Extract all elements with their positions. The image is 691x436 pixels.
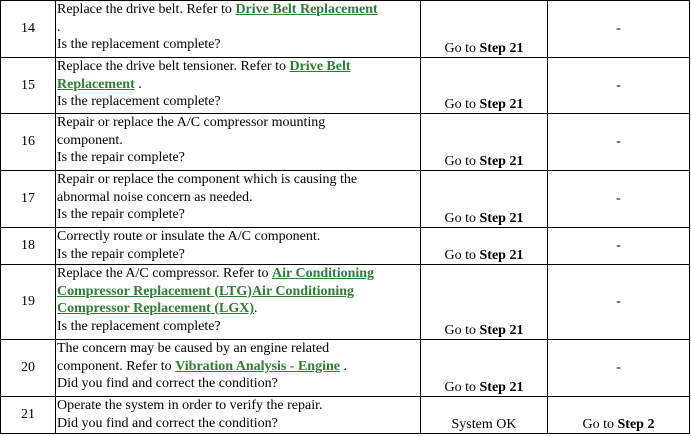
step-action	[56, 265, 421, 340]
action-text: Replace the drive belt. Refer to	[57, 2, 236, 17]
step-number: 14	[1, 1, 56, 58]
step-number: 21	[1, 397, 56, 434]
action-line	[57, 300, 419, 318]
action-line	[57, 283, 419, 301]
action-line	[57, 318, 419, 336]
step-number: 16	[1, 114, 56, 171]
action-text: Did you find and correct the condition?	[57, 376, 278, 391]
action-line	[57, 19, 419, 37]
step-number: 20	[1, 340, 56, 397]
action-text: Is the repair complete?	[57, 246, 185, 262]
action-line	[57, 340, 419, 358]
goto-step: Step 21	[479, 322, 524, 338]
table-row	[1, 114, 690, 171]
yes-result	[421, 265, 548, 340]
action-line	[57, 228, 419, 246]
goto-step: Step 21	[479, 210, 524, 226]
goto-step: Step 21	[479, 40, 524, 56]
yes-result	[421, 171, 548, 228]
step-action	[56, 114, 421, 171]
no-result-text: -	[616, 238, 621, 254]
action-line	[57, 76, 419, 94]
no-result	[548, 265, 690, 340]
action-text: component. Refer to	[57, 358, 176, 374]
table-row	[1, 58, 690, 114]
action-line	[57, 189, 419, 207]
table-row	[1, 265, 690, 340]
no-result	[548, 228, 690, 265]
goto-step: Step 21	[479, 247, 524, 263]
step-action	[56, 340, 421, 397]
action-line	[57, 206, 419, 224]
action-line	[57, 415, 419, 433]
goto-step: Step 2	[617, 416, 655, 432]
goto-step: Step 21	[479, 96, 524, 112]
goto-prefix: Go to	[444, 96, 480, 112]
step-action	[56, 397, 421, 434]
action-line	[57, 358, 419, 376]
goto-step: Step 21	[479, 379, 524, 395]
table-row	[1, 171, 690, 228]
yes-result-text: System OK	[451, 416, 517, 432]
goto-prefix: Go to	[444, 210, 480, 226]
action-text: Is the replacement complete?	[57, 37, 221, 52]
action-text: Replace the drive belt tensioner. Refer to	[57, 59, 290, 74]
table-row	[1, 228, 690, 265]
action-text: Repair or replace the component which is causing the	[57, 172, 358, 187]
step-number: 15	[1, 58, 56, 114]
action-text: The concern may be caused by an engine related	[57, 341, 330, 356]
action-text: Operate the system in order to verify the repair.	[57, 398, 323, 413]
yes-result	[421, 58, 548, 114]
action-text: Is the replacement complete?	[57, 94, 221, 109]
no-result	[548, 58, 690, 114]
no-result	[548, 171, 690, 228]
goto-prefix: Go to	[444, 379, 480, 395]
procedure-link[interactable]: Drive Belt Replacement	[235, 2, 378, 17]
action-text-suffix: .	[134, 76, 142, 92]
action-text: component.	[57, 132, 123, 148]
action-text: Correctly route or insulate the A/C component.	[57, 229, 321, 244]
yes-result	[421, 397, 548, 434]
no-result	[548, 114, 690, 171]
action-line	[57, 265, 419, 283]
action-text: abnormal noise concern as needed.	[57, 189, 253, 205]
yes-result	[421, 340, 548, 397]
action-line	[57, 397, 419, 415]
action-line	[57, 171, 419, 189]
goto-prefix: Go to	[444, 40, 480, 56]
no-result-text: -	[616, 21, 621, 37]
goto-step: Step 21	[479, 153, 524, 169]
procedure-link[interactable]: Compressor Replacement (LTG)Air Conditioning	[57, 283, 354, 299]
procedure-link[interactable]: Air Conditioning	[272, 266, 375, 281]
action-line	[57, 1, 419, 19]
action-line	[57, 132, 419, 150]
yes-result	[421, 1, 548, 58]
no-result-text: -	[616, 191, 621, 207]
step-number: 18	[1, 228, 56, 265]
procedure-link[interactable]: Compressor Replacement (LGX)	[57, 301, 255, 316]
action-text-suffix: .	[339, 358, 347, 374]
table-row	[1, 340, 690, 397]
action-text: Is the replacement complete?	[57, 318, 221, 334]
action-text: Replace the A/C compressor. Refer to	[57, 266, 272, 281]
action-text: .	[57, 19, 61, 35]
action-line	[57, 36, 419, 54]
action-line	[57, 58, 419, 76]
action-text: Is the repair complete?	[57, 150, 185, 165]
no-result-text: -	[616, 294, 621, 310]
procedure-link[interactable]: Drive Belt	[289, 59, 351, 74]
yes-result	[421, 228, 548, 265]
action-text: Is the repair complete?	[57, 207, 185, 222]
goto-prefix: Go to	[582, 416, 618, 432]
procedure-link[interactable]: Vibration Analysis - Engine	[175, 358, 340, 374]
procedure-link[interactable]: Replacement	[57, 76, 135, 92]
no-result	[548, 397, 690, 434]
goto-prefix: Go to	[444, 247, 480, 263]
no-result-text: -	[616, 360, 621, 376]
no-result-text: -	[616, 77, 621, 93]
action-text: Repair or replace the A/C compressor mounting	[57, 115, 326, 130]
no-result	[548, 1, 690, 58]
step-action	[56, 1, 421, 58]
step-number: 19	[1, 265, 56, 340]
action-line	[57, 375, 419, 393]
goto-prefix: Go to	[444, 153, 480, 169]
no-result	[548, 340, 690, 397]
no-result-text: -	[616, 134, 621, 150]
action-text-suffix: .	[254, 301, 258, 316]
action-line	[57, 149, 419, 167]
yes-result	[421, 114, 548, 171]
goto-prefix: Go to	[444, 322, 480, 338]
table-row	[1, 397, 690, 434]
action-line	[57, 246, 419, 264]
action-line	[57, 114, 419, 132]
step-number: 17	[1, 171, 56, 228]
step-action	[56, 228, 421, 265]
action-line	[57, 93, 419, 111]
action-text: Did you find and correct the condition?	[57, 415, 278, 431]
step-action	[56, 171, 421, 228]
table-row	[1, 1, 690, 58]
step-action	[56, 58, 421, 114]
